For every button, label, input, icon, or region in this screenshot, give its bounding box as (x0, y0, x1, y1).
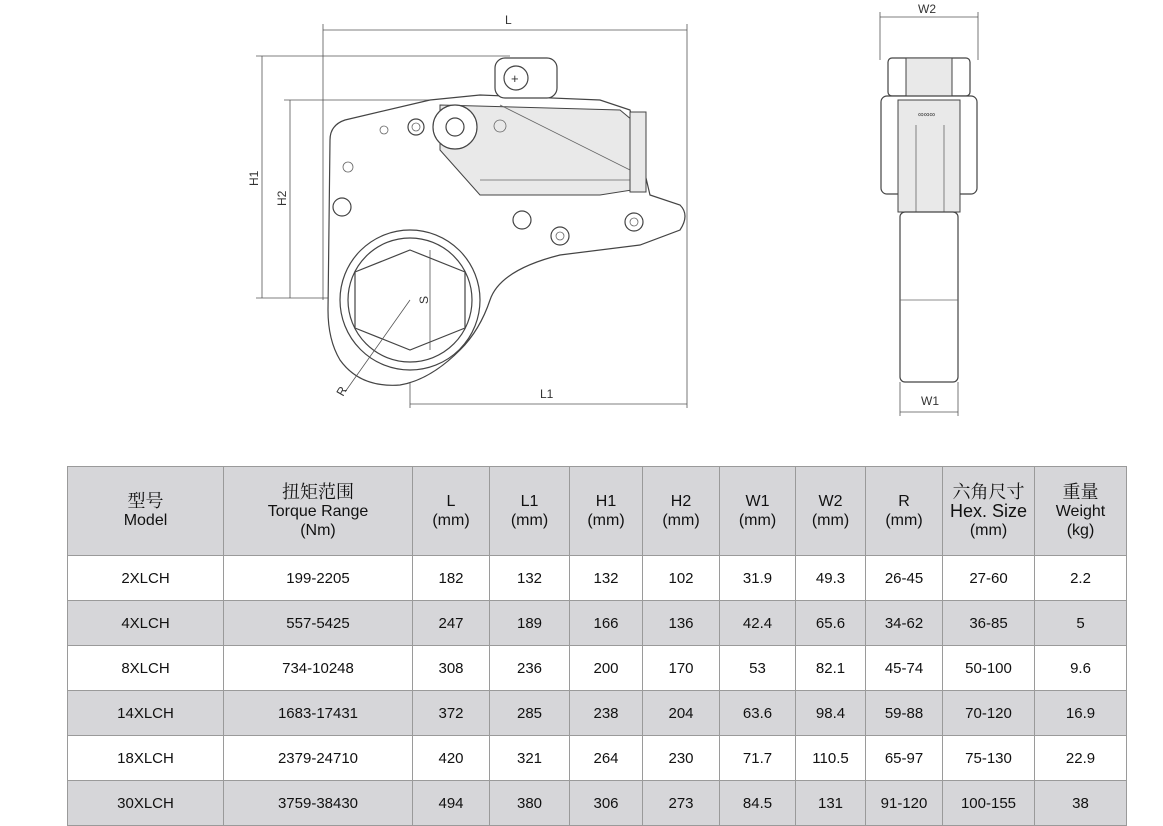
table-cell: 75-130 (943, 736, 1035, 781)
table-cell: 308 (413, 646, 490, 691)
table-cell: 273 (643, 781, 720, 826)
table-cell: 91-120 (866, 781, 943, 826)
header-L: L (mm) (413, 467, 490, 556)
table-cell: 65.6 (796, 601, 866, 646)
table-cell: 50-100 (943, 646, 1035, 691)
table-row (68, 736, 1127, 781)
header-hex-size: 六角尺寸 Hex. Size (mm) (943, 467, 1035, 556)
table-cell: 98.4 (796, 691, 866, 736)
table-cell: 18XLCH (68, 736, 224, 781)
table-cell: 2XLCH (68, 556, 224, 601)
header-H1: H1 (mm) (570, 467, 643, 556)
table-cell: 189 (490, 601, 570, 646)
table-row (68, 556, 1127, 601)
table-cell: 166 (570, 601, 643, 646)
dim-label-S: S (417, 295, 431, 304)
table-cell: 420 (413, 736, 490, 781)
svg-text:∞∞∞: ∞∞∞ (918, 110, 936, 119)
header-H2: H2 (mm) (643, 467, 720, 556)
table-cell: 110.5 (796, 736, 866, 781)
table-cell: 236 (490, 646, 570, 691)
table-cell: 49.3 (796, 556, 866, 601)
dim-label-R: R (333, 383, 350, 399)
table-row (68, 646, 1127, 691)
table-cell: 65-97 (866, 736, 943, 781)
table-cell: 53 (720, 646, 796, 691)
table-cell: 3759-38430 (224, 781, 413, 826)
table-cell: 45-74 (866, 646, 943, 691)
table-cell: 27-60 (943, 556, 1035, 601)
table-cell: 100-155 (943, 781, 1035, 826)
table-cell: 2.2 (1035, 556, 1127, 601)
table-cell: 200 (570, 646, 643, 691)
table-cell: 42.4 (720, 601, 796, 646)
table-cell: 199-2205 (224, 556, 413, 601)
table-cell: 285 (490, 691, 570, 736)
table-cell: 321 (490, 736, 570, 781)
table-cell: 306 (570, 781, 643, 826)
table-cell: 71.7 (720, 736, 796, 781)
table-row (68, 601, 1127, 646)
side-view (247, 13, 687, 408)
table-cell: 70-120 (943, 691, 1035, 736)
table-cell: 1683-17431 (224, 691, 413, 736)
table-cell: 264 (570, 736, 643, 781)
table-cell: 132 (490, 556, 570, 601)
table-cell: 8XLCH (68, 646, 224, 691)
table-cell: 38 (1035, 781, 1127, 826)
dim-label-H1: H1 (247, 170, 261, 186)
table-cell: 9.6 (1035, 646, 1127, 691)
table-cell: 557-5425 (224, 601, 413, 646)
dim-label-H2: H2 (275, 190, 289, 206)
table-cell: 230 (643, 736, 720, 781)
table-body (68, 556, 1127, 826)
header-model: 型号 Model (68, 467, 224, 556)
table-row (68, 781, 1127, 826)
front-view (880, 2, 978, 416)
table-cell: 247 (413, 601, 490, 646)
table-cell: 136 (643, 601, 720, 646)
table-cell: 16.9 (1035, 691, 1127, 736)
table-cell: 204 (643, 691, 720, 736)
table-cell: 63.6 (720, 691, 796, 736)
table-cell: 102 (643, 556, 720, 601)
table-cell: 131 (796, 781, 866, 826)
header-weight: 重量 Weight (kg) (1035, 467, 1127, 556)
table-cell: 5 (1035, 601, 1127, 646)
table-cell: 2379-24710 (224, 736, 413, 781)
table-cell: 238 (570, 691, 643, 736)
table-cell: 31.9 (720, 556, 796, 601)
dim-label-W2: W2 (918, 2, 936, 16)
table-cell: 36-85 (943, 601, 1035, 646)
header-R: R (mm) (866, 467, 943, 556)
table-cell: 30XLCH (68, 781, 224, 826)
header-W2: W2 (mm) (796, 467, 866, 556)
dim-label-W1: W1 (921, 394, 939, 408)
table-cell: 372 (413, 691, 490, 736)
table-cell: 84.5 (720, 781, 796, 826)
table-cell: 170 (643, 646, 720, 691)
spec-table (67, 466, 1127, 826)
table-cell: 4XLCH (68, 601, 224, 646)
table-cell: 59-88 (866, 691, 943, 736)
header-torque-range: 扭矩范围 Torque Range (Nm) (224, 467, 413, 556)
table-cell: 494 (413, 781, 490, 826)
dim-label-L: L (505, 13, 512, 27)
table-cell: 22.9 (1035, 736, 1127, 781)
table-cell: 14XLCH (68, 691, 224, 736)
dim-label-L1: L1 (540, 387, 554, 401)
table-cell: 734-10248 (224, 646, 413, 691)
table-cell: 132 (570, 556, 643, 601)
header-L1: L1 (mm) (490, 467, 570, 556)
svg-text:+: + (511, 71, 519, 86)
table-cell: 380 (490, 781, 570, 826)
table-header-row (68, 467, 1127, 556)
table-cell: 34-62 (866, 601, 943, 646)
table-cell: 26-45 (866, 556, 943, 601)
header-W1: W1 (mm) (720, 467, 796, 556)
table-cell: 82.1 (796, 646, 866, 691)
table-cell: 182 (413, 556, 490, 601)
table-row (68, 691, 1127, 736)
